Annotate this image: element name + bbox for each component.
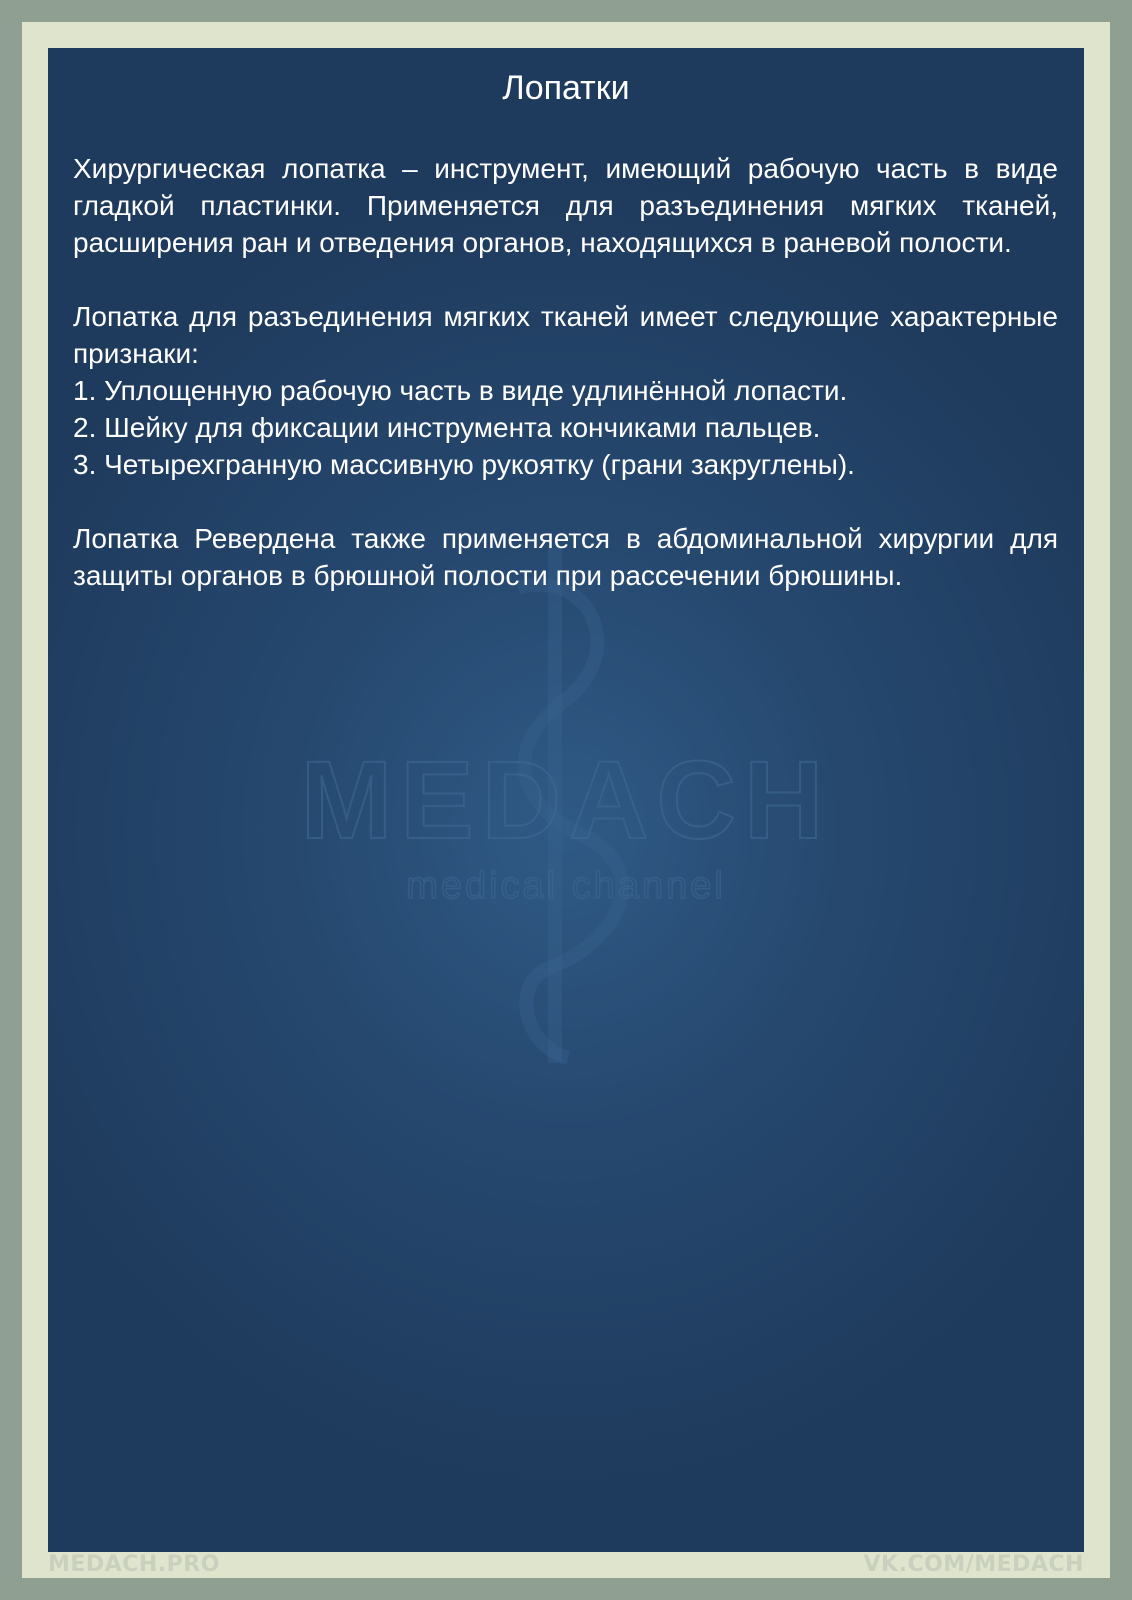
watermark-brand: MEDACH bbox=[300, 739, 832, 862]
spacer bbox=[73, 261, 1058, 298]
reverden-paragraph: Лопатка Ревердена также применяется в абдоминальной хирургии для защиты органов в брюшной полости при рассечении брюшины. bbox=[73, 523, 1058, 591]
page-title: Лопатки bbox=[502, 69, 630, 107]
feature-item-3: 3. Четырехгранную массивную рукоятку (грани закруглены). bbox=[73, 449, 855, 480]
page-content bbox=[73, 150, 1058, 594]
footer-site-link[interactable]: MEDACH.PRO bbox=[48, 1552, 220, 1577]
watermark-tagline: medical channel bbox=[406, 865, 726, 907]
content-panel bbox=[48, 48, 1084, 1552]
features-intro-paragraph: Лопатка для разъединения мягких тканей имеет следующие характерные признаки: bbox=[73, 301, 1058, 369]
feature-item-1: 1. Уплощенную рабочую часть в виде удлинённой лопасти. bbox=[73, 375, 848, 406]
spacer bbox=[73, 483, 1058, 520]
footer-vk-link[interactable]: VK.COM/MEDACH bbox=[863, 1552, 1084, 1577]
feature-item-2: 2. Шейку для фиксации инструмента кончиками пальцев. bbox=[73, 412, 821, 443]
intro-paragraph: Хирургическая лопатка – инструмент, имеющий рабочую часть в виде гладкой пластинки. Применяется для разъединения мягких тканей, расширения ран и отведения органов, находящихся в раневой полости. bbox=[73, 153, 1058, 258]
